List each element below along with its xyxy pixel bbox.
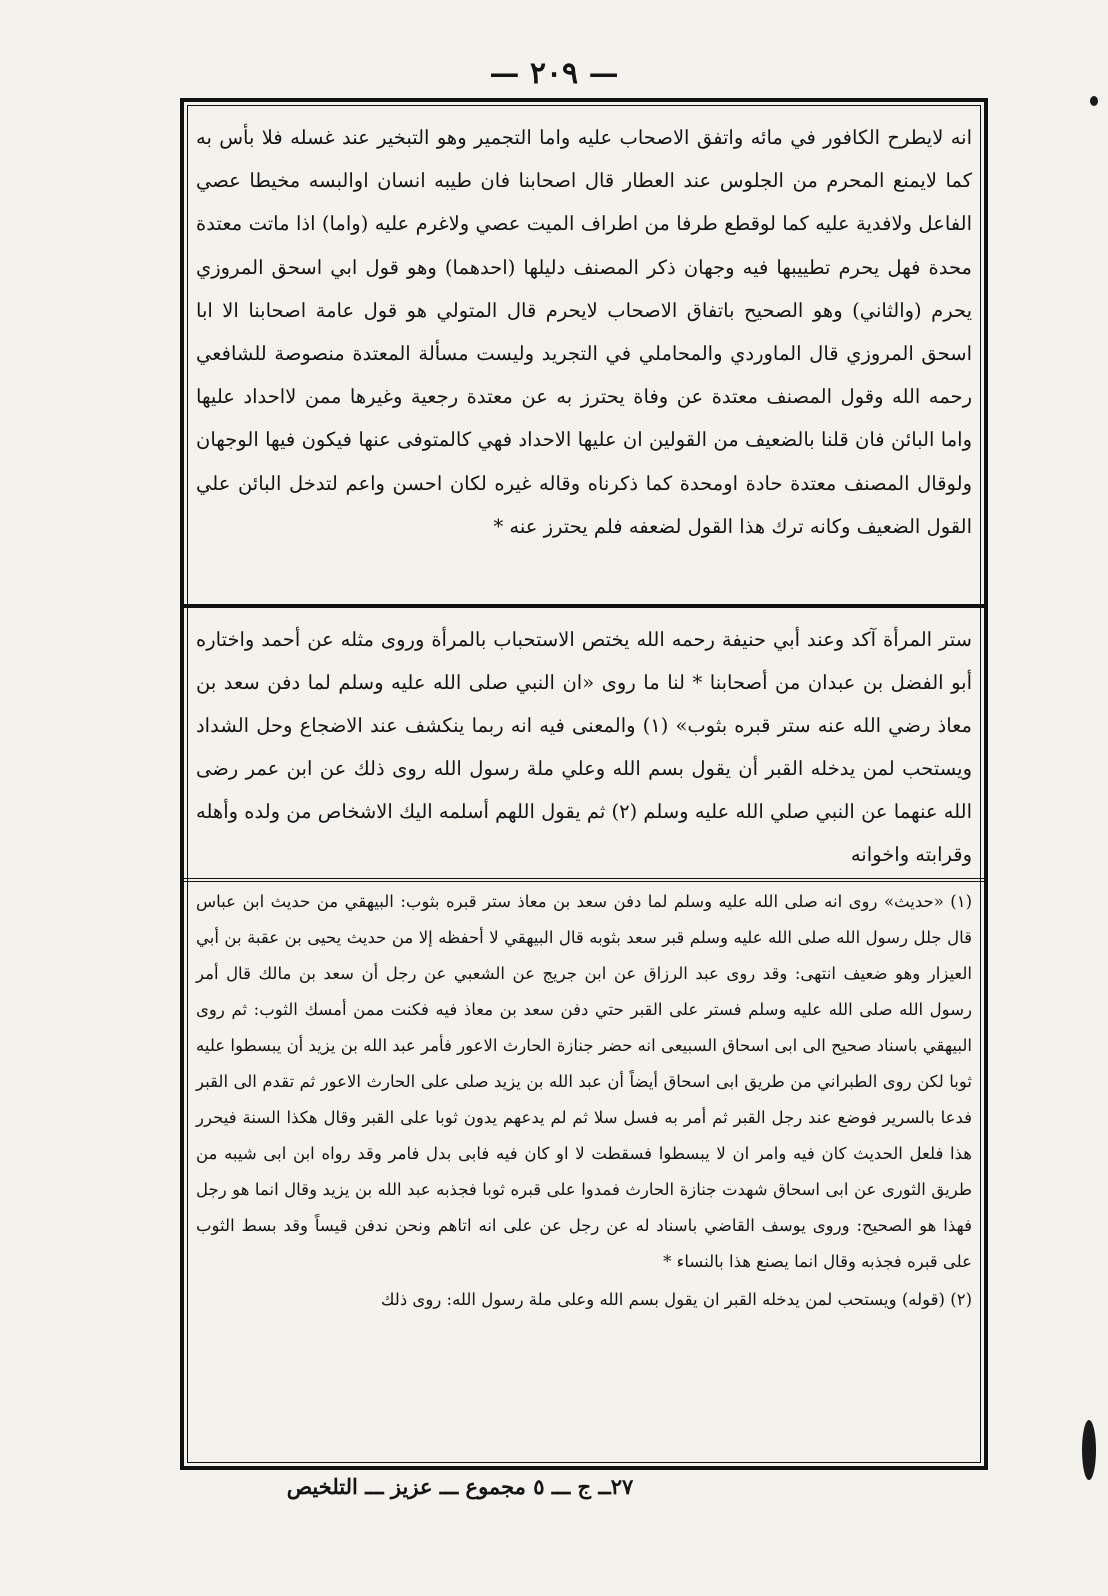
commentary-text-block: ستر المرأة آكد وعند أبي حنيفة رحمه الله يختص الاستحباب بالمرأة وروى مثله عن أحمد واختاره أبو الفضل بن عبدان من أصحابنا * لنا ما روى «ان النبي صلى الله عليه وسلم لما دفن سعد بن معاذ رضي الله عنه ستر قبره بثوب» (١) والمعنى فيه انه ربما ينكشف عند الاضجاع وحل الشداد ويستحب لمن يدخله القبر أن يقول بسم الله وعلي ملة رسول الله روى ذلك عن ابن عمر رضى الله عنهما عن النبي صلي الله عليه وسلم (٢) ثم يقول اللهم أسلمه اليك الاشخاص من ولده وأهله وقرابته واخوانه <box>196 628 973 866</box>
printer-signature: ٢٧ــ ج ـــ ٥ مجموع ـــ عزيز ـــ التلخيص <box>286 1474 634 1499</box>
margin-ink-spot <box>1090 96 1098 106</box>
footnotes-block <box>196 884 972 1466</box>
page-number: — ٢٠٩ — <box>489 56 619 91</box>
margin-ink-spot <box>1082 1420 1096 1480</box>
footnote-divider <box>184 878 984 882</box>
footnote-2: (٢) (قوله) ويستحب لمن يدخله القبر ان يقول بسم الله وعلى ملة رسول الله: روى ذلك <box>380 1290 972 1309</box>
text-frame <box>180 98 988 1470</box>
footnote-1: (١) «حديث» روى انه صلى الله عليه وسلم لما دفن سعد بن معاذ ستر قبره بثوب: البيهقي من حديث ابن عباس قال جلل رسول الله صلى الله عليه وسلم قبر سعد بثوبه قال البيهقي لا أحفظه إلا من حديث يحيى بن عقبة بن أبي العيزار وهو ضعيف انتهى: وقد روى عبد الرزاق عن ابن جريج عن الشعبي عن رجل أن سعد بن مالك قال أمر رسول الله صلى الله عليه وسلم فستر على القبر حتي دفن سعد بن معاذ فيه فكنت ممن أمسك الثوب: ثم روى البيهقي باسناد صحيح الى ابى اسحاق السبيعى انه حضر جنازة الحارث الاعور فأمر عبد الله بن يزيد أن يبسطوا عليه ثوبا لكن روى الطبراني من طريق ابى اسحاق أيضاً أن عبد الله بن يزيد صلى على الحارث الاعور ثم تقدم الى القبر فدعا بالسرير فوضع عند رجل القبر ثم أمر به فسل سلا ثم لم يدعهم يدون ثوبا على القبر وقال هكذا السنة فيحرر هذا فلعل الحديث كان فيه وامر ان لا يبسطوا فسقطت لا او كان فيه فابى بدل فامر وقد رواه ابن ابى شيبه من طريق الثورى عن ابى اسحاق شهدت جنازة الحارث فمدوا على قبره ثوبا فجذبه عبد الله بن يزيد وقال انما هو رجل فهذا هو الصحيح: وروى يوسف القاضي باسناد له عن رجل عن على انه اتاهم ونحن ندفن قيساً وقد بسط الثوب على قبره فجذبه وقال انما يصنع هذا بالنساء * <box>196 892 972 1271</box>
main-text-block: انه لايطرح الكافور في مائه واتفق الاصحاب عليه واما التجمير وهو التبخير عند غسله فلا بأس به كما لايمنع المحرم من الجلوس عند العطار قال اصحابنا فان طيبه انسان اوالبسه مخيطا عصي الفاعل ولافدية عليه كما لوقطع طرفا من اطراف الميت عصي ولاغرم عليه (واما) اذا ماتت معتدة محدة فهل يحرم تطييبها فيه وجهان ذكر المصنف دليلها (احدهما) وهو قول ابي اسحق المروزي يحرم (والثاني) وهو الصحيح باتفاق الاصحاب لايحرم قال المتولي هو قول عامة اصحابنا الا ابا اسحق المروزي قال الماوردي والمحاملي في التجريد وليست مسألة المعتدة منصوصة للشافعي رحمه الله وقول المصنف معتدة عن وفاة يحترز به عن معتدة رجعية وغيرها ممن لااحداد عليها واما البائن فان قلنا بالضعيف من القولين ان عليها الاحداد فهي كالمتوفى عنها فيكون فيها الوجهان ولوقال المصنف معتدة حادة اومحدة كما ذكرناه وقاله غيره لكان احسن واعم لتدخل البائن علي القول الضعيف وكانه ترك هذا القول لضعفه فلم يحترز عنه * <box>196 126 972 538</box>
section-divider <box>184 604 984 608</box>
